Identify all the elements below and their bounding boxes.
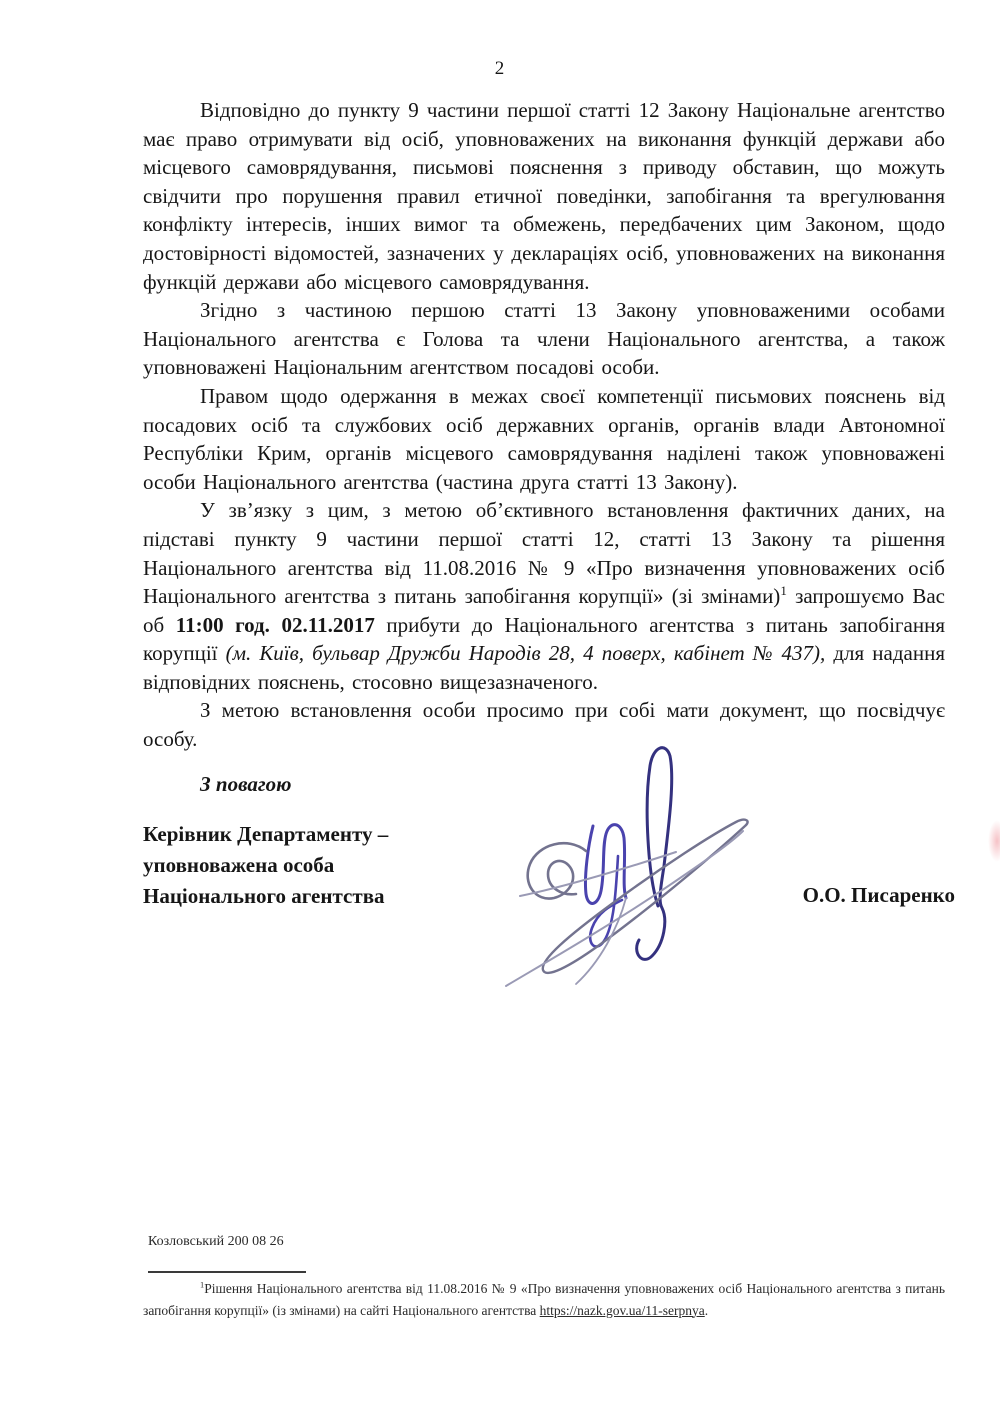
text-segment: Відповідно до пункту 9 частини першої статті 12 Закону Національне агентство має право отримувати від осіб, уповноважених на виконання функцій держави або місцевого самоврядування, письмові пояснення з приводу обставин, що можуть свідчити про порушення правил етичної поведінки, запобігання та врегулювання конфлікту інтересів, інших вимог та обмежень, передбачених цим Законом, щодо достовірності відомостей, зазначених у деклараціях осіб, уповноважених на виконання функцій держави або місцевого самоврядування.: [143, 98, 945, 294]
text-segment: прибути до Національного агентства з питань запобігання корупції: [143, 612, 945, 666]
scan-artifact: [988, 820, 1000, 862]
text-segment: .: [704, 1302, 709, 1318]
body-paragraph: [143, 96, 945, 296]
signatory-title: [143, 819, 503, 912]
footnote-link: https://nazk.gov.ua/11-serpnya: [539, 1302, 705, 1318]
body-paragraph: [143, 496, 945, 696]
signatory-title-line: Національного агентства: [143, 883, 385, 908]
body-paragraph: [143, 296, 945, 382]
closing-salutation: З повагою: [200, 771, 292, 796]
text-segment: Рішення Національного агентства від 11.08.2016 № 9 «Про визначення уповноважених осіб Національного агентства з питань запобігання корупції» (із змінами) на сайті Національного агентства: [143, 1281, 945, 1318]
body-paragraph: [143, 696, 945, 753]
text-segment: Правом щодо одержання в межах своєї компетенції письмових пояснень від посадових осіб та службових осіб державних органів, органів влади Автономної Республіки Крим, органів місцевого самоврядування наділені також уповноважені особи Національного агентства (частина друга статті 13 Закону).: [143, 383, 945, 494]
text-segment: запрошуємо Вас об: [143, 584, 946, 637]
signature-block: [143, 819, 955, 912]
page-number: 2: [494, 58, 506, 79]
text-segment: (м. Київ, бульвар Дружби Народів 28, 4 поверх, кабінет № 437),: [225, 641, 826, 666]
text-segment: для надання відповідних пояснень, стосовно вищезазначеного.: [143, 641, 945, 694]
letter-body: [143, 96, 945, 754]
signatory-name: О.О. Писаренко: [802, 882, 955, 907]
text-segment: У зв’язку з цим, з метою об’єктивного встановлення фактичних даних, на підставі пункту 9 частини першої статті 12, статті 13 Закону та рішення Національного агентства від 11.08.2016 № 9 «Про визначення уповноважених осіб Національного агентства з питань запобігання корупції» (зі змінами): [143, 498, 945, 609]
body-paragraph: [143, 382, 945, 496]
text-segment: 11:00 год. 02.11.2017: [175, 612, 375, 637]
footnote: [143, 1278, 945, 1321]
text-segment: 1: [780, 583, 787, 599]
text-segment: 1: [200, 1280, 205, 1290]
signatory-title-line: Керівник Департаменту –: [143, 821, 389, 846]
signatory-title-line: уповноважена особа: [143, 852, 335, 877]
executor-reference: Козловський 200 08 26: [148, 1234, 284, 1249]
footnote-separator: [148, 1271, 306, 1273]
text-segment: З метою встановлення особи просимо при собі мати документ, що посвідчує особу.: [143, 698, 945, 752]
text-segment: Згідно з частиною першою статті 13 Закону уповноваженими особами Національного агентства є Голова та члени Національного агентства, а також уповноважені Національним агентством посадові особи.: [143, 298, 945, 380]
